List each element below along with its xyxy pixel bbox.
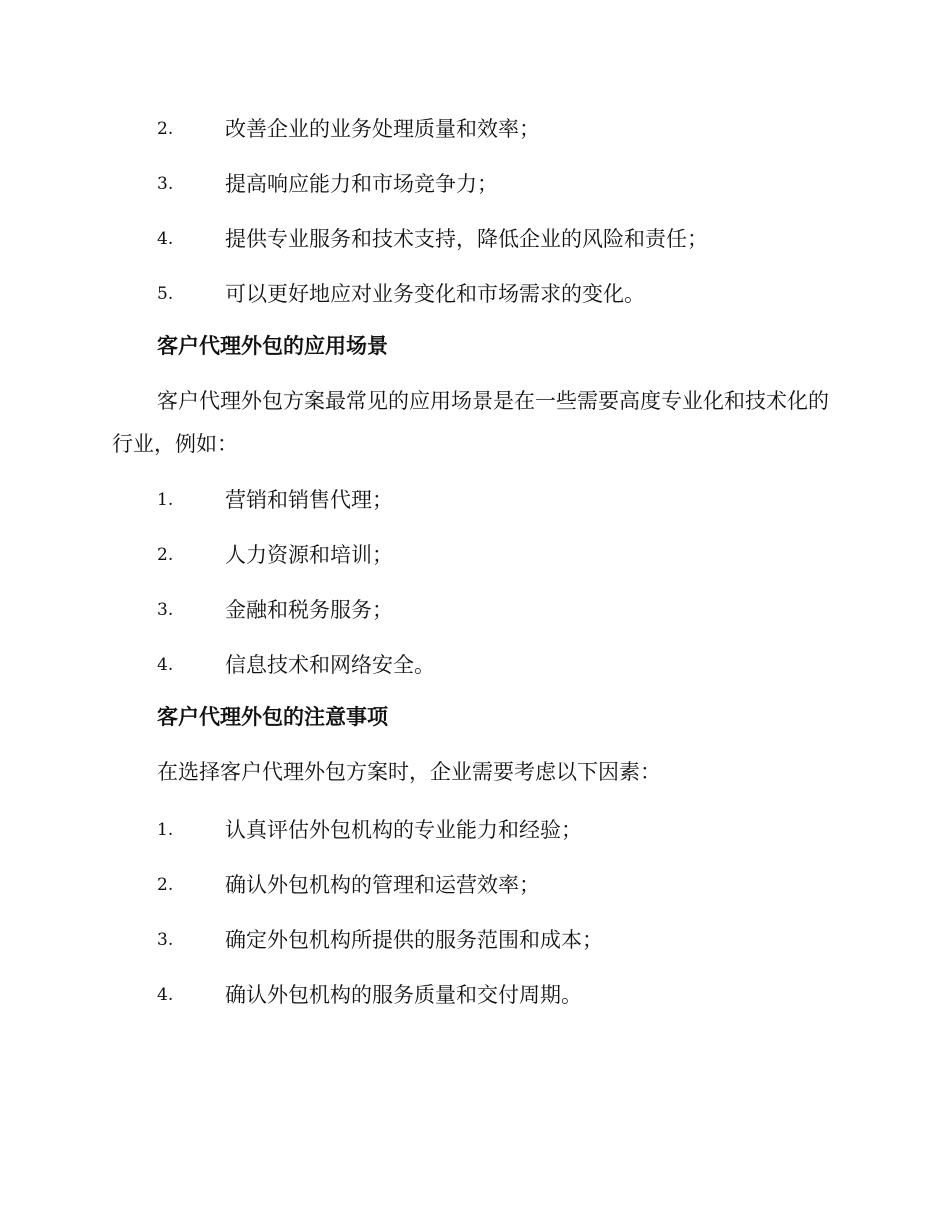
list-item xyxy=(0,984,950,1039)
list-item-number: 2. xyxy=(157,545,174,565)
list-item-number: 2. xyxy=(157,119,174,139)
benefits-list xyxy=(0,118,950,338)
list-item-number: 4. xyxy=(157,655,174,675)
considerations-list xyxy=(0,819,950,1039)
list-item xyxy=(0,489,950,544)
list-item-text: 人力资源和培训； xyxy=(225,543,393,567)
list-item-number: 2. xyxy=(157,875,174,895)
section-paragraph-notes: 在选择客户代理外包方案时，企业需要考虑以下因素： xyxy=(157,760,661,784)
list-item-number: 4. xyxy=(157,229,174,249)
list-item-text: 提高响应能力和市场竞争力； xyxy=(225,172,498,196)
list-item-number: 3. xyxy=(157,174,174,194)
list-item-number: 3. xyxy=(157,600,174,620)
section-paragraph-scenarios: 客户代理外包方案最常见的应用场景是在一些需要高度专业化和技术化的行业，例如： xyxy=(112,389,829,456)
list-item-text: 金融和税务服务； xyxy=(225,598,393,622)
list-item xyxy=(0,654,950,709)
list-item-number: 5. xyxy=(157,284,174,304)
list-item xyxy=(0,819,950,874)
section-heading-notes: 客户代理外包的注意事项 xyxy=(157,704,388,729)
list-item-text: 确定外包机构所提供的服务范围和成本； xyxy=(225,928,603,952)
list-item xyxy=(0,228,950,283)
list-item-number: 3. xyxy=(157,930,174,950)
list-item-number: 1. xyxy=(157,490,174,510)
list-item xyxy=(0,599,950,654)
list-item-text: 提供专业服务和技术支持，降低企业的风险和责任； xyxy=(225,227,708,251)
list-item xyxy=(0,874,950,929)
list-item xyxy=(0,173,950,228)
list-item-text: 确认外包机构的管理和运营效率； xyxy=(225,873,540,897)
list-item-text: 确认外包机构的服务质量和交付周期。 xyxy=(225,983,582,1007)
scenarios-list xyxy=(0,489,950,709)
list-item-text: 认真评估外包机构的专业能力和经验； xyxy=(225,818,582,842)
list-item xyxy=(0,118,950,173)
list-item-text: 可以更好地应对业务变化和市场需求的变化。 xyxy=(225,282,645,306)
list-item-text: 信息技术和网络安全。 xyxy=(225,653,435,677)
list-item-text: 改善企业的业务处理质量和效率； xyxy=(225,117,540,141)
list-item xyxy=(0,283,950,338)
list-item-number: 1. xyxy=(157,820,174,840)
list-item-text: 营销和销售代理； xyxy=(225,488,393,512)
section-heading-scenarios: 客户代理外包的应用场景 xyxy=(157,333,388,358)
list-item xyxy=(0,929,950,984)
list-item-number: 4. xyxy=(157,985,174,1005)
list-item xyxy=(0,544,950,599)
